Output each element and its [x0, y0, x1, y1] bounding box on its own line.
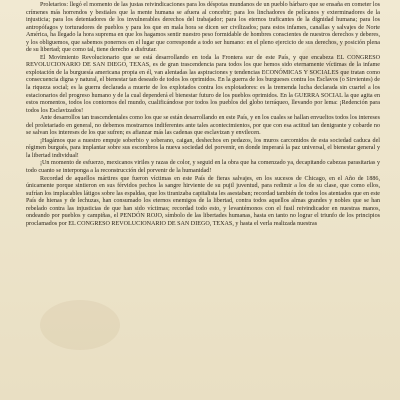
paragraph: ¡Un momento de esfuerzo, mexicanos viriles y razas de color, y seguid en la obra que ha comenzado ya, decapitando cabezas parasitarias y todo cuanto se interponga a la reconstrucción del porvenir de la humanidad!: [26, 160, 380, 175]
paragraph: Ante desarrollos tan trascendentales como los que se están desarrollando en este País, y en los cuales se hallan envueltos todos los intereses del proletariado en general, no debemos mostrarnos indiferentes ante tales acontecimientos, por que con esa actitud tan denigrante y cobarde no se salvan los intereses de los que sufren; es afianzar más las cadenas que esclavizan y envilecen.: [26, 115, 380, 137]
paper-stain: [40, 300, 120, 350]
paragraph: Recordad de aquellos mártires que fueron víctimas en este País de fieras salvajes, en los sucesos de Chicago, en el Año de 1886, únicamente porque sintieron en sus férvidos pechos la sangre hirviente de su pujil juventud, para redimir a los de su clase, que como ellos, sufrían los implacables látigos sobre las espaldas, que los tiranizaba capitalista les asestaban; recordad también de todos los atentados que en este País de hienas y de lechuzas, han consumado los eternos enemigos de la libertad, contra todos aquellos almas grandes y nobles que se han rebelado contra las injusticias de que han sido víctimas; recordad todo esto, y levantémonos con el fusil reivindicador en nuestras manos, ondeando por pueblos y campiñas, el PENDÓN ROJO, símbolo de las libertades humanas, hasta en tanto no lograr el triunfo de los principios proclamados por EL CONGRESO REVOLUCIONARIO DE SAN DIEGO, TEXAS, y hasta el verla realizada nuestras: [26, 175, 381, 227]
paragraph: Proletarios: llegó el momento de las justas reivindicaciones para los déspotas mundanos de un pueblo bárbaro que se ensaña en cometer los crímenes más horrendos y bestiales que la mente humana se afuera al concebir; para los linchadores de pelícanos y exterminadores de la injusticia; para los detentadores de los invulnerables derechos del trabajador; para los eternos traficantes de la dignidad humana; para los antropófagos y torturadores de pueblos y para los que en mala hora se dicen ser civilizados; para estos infames, canallas y salvajes de Norte América, ha llegado la hora suprema en que los hagamos sentir nuestro peso formidable de hombres conscientes de nuestros derechos y deberes, y los obliguemos, que sabemos ponernos en el lugar que corresponde a todo ser humano: en el pleno ejercicio de sus derechos, y posición plena de su libertad; que como tal, tiene derecho a disfrutar.: [26, 2, 380, 54]
document-body: [26, 2, 380, 228]
paragraph: El Movimiento Revolucionario que se está desarrollando en toda la Frontera sur de este País, y que encabeza EL CONGRESO REVOLUCIONARIO DE SAN DIEGO, TEXAS, es de gran trascendencia para todos los que hemos sido eternamente víctimas de la infame explotación de la burguesía americana propia en él, van alentadas las aspiraciones y tendencias ECONÓMICAS Y SOCIALES que tratan como consecuencia digna y natural, el bienestar tan deseado de todos los oprimidos. En la guerra de los burgueses contra los Esclavos (o Sirvientes) de la riqueza social; es la guerra declarada a muerte de los explotados contra los explotadores: es la tremenda lucha declarada sin cuartel a los estacionarios del progreso humano y de la cual dependerá el bienestar futuro de los pueblos oprimidos. En la GUERRA SOCIAL la que agita en estos momentos, todos los contornos del mundo, cualificándose por todos los pueblos del globo terráqueo, llevando por lema: ¡Redención para todos los Esclavizados!: [26, 54, 380, 114]
paragraph: ¡Hagámos que a nuestro empuje soberbio y soberano, caigan, deshechos en pedazos, los muros carcomidos de esta sociedad caduca del régimen burgués, para implantar sobre sus escombros la nueva sociedad del porvenir, en donde imperará la paz universal, el bienestar general y la libertad individual!: [26, 137, 380, 159]
